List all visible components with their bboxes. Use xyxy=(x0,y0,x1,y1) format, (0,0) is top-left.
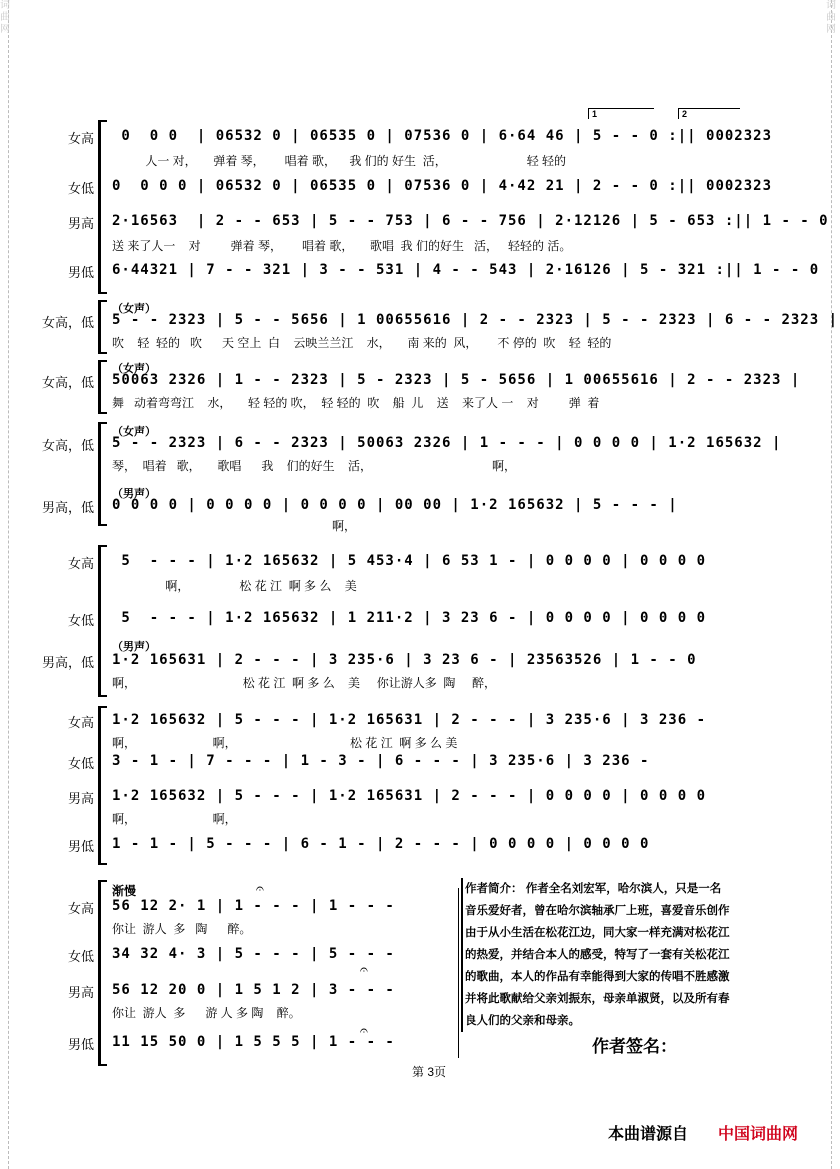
lyrics: 送 来了人一 对 弹着 琴， 唱着 歌， 歌唱 我 们的好生 活， 轻轻的 活。 xyxy=(112,239,572,253)
bio-line: 音乐爱好者，曾在哈尔滨轴承厂上班，喜爱音乐创作 xyxy=(465,905,730,917)
staff-row xyxy=(0,128,840,168)
staff-row xyxy=(0,788,840,826)
staff-row xyxy=(0,553,840,593)
voice-label: 女高 xyxy=(67,556,94,571)
notes: 1·2 165632 | 5 - - - | 1·2 165631 | 2 - - - | 3 235·6 | 3 236 - xyxy=(112,712,707,728)
volta-second: 2 xyxy=(678,108,740,119)
bio-line: 的热爱，并结合本人的感受，特写了一套有关松花江 xyxy=(465,949,730,961)
voice-note: （男声） xyxy=(112,641,156,653)
volta-first: 1 xyxy=(588,108,654,119)
notes: 34 32 4· 3 | 5 - - - | 5 - - - xyxy=(112,946,395,962)
notes: 5 - - - | 1·2 165632 | 5 453·4 | 6 53 1 - | 0 0 0 0 | 0 0 0 0 xyxy=(112,553,707,569)
notes: 0 0 0 0 | 0 0 0 0 | 0 0 0 0 | 00 00 | 1·2 165632 | 5 - - - | xyxy=(112,497,678,513)
watermark-text: 词曲网 xyxy=(826,0,836,35)
bio-line: 并将此歌献给父亲刘振东，母亲单淑贤，以及所有春 xyxy=(465,993,730,1005)
staff-row xyxy=(0,836,840,866)
lyrics: 啊， 啊， 松 花 江 啊 多 么 美 xyxy=(112,736,458,750)
voice-label: 女高，低 xyxy=(41,315,94,330)
lyrics: 你让 游人 多 游 人 多 陶 醉。 xyxy=(112,1006,301,1020)
bio-line: 的歌曲，本人的作品有幸能得到大家的传唱不胜感激 xyxy=(465,971,730,983)
notes: 5 - - 2323 | 5 - - 5656 | 1 00655616 | 2 - - 2323 | 5 - - 2323 | 6 - - 2323 | xyxy=(112,312,839,328)
staff-row xyxy=(0,178,840,208)
notes: 2·16563 | 2 - - 653 | 5 - - 753 | 6 - - 756 | 2·12126 | 5 - 653 :|| 1 - - 0 xyxy=(112,213,829,229)
lyrics: 琴， 唱着 歌， 歌唱 我 们的好生 活， 啊， xyxy=(112,459,517,473)
staff-row xyxy=(0,610,840,640)
notes: 11 15 50 0 | 1 5 5 5 | 1 - - - xyxy=(112,1034,395,1050)
bio-divider xyxy=(461,878,463,1032)
voice-label: 女低 xyxy=(67,181,94,196)
fermata-icon: 𝄐 xyxy=(360,961,368,977)
staff-row xyxy=(0,1034,840,1064)
fermata-icon: 𝄐 xyxy=(256,880,264,896)
voice-label: 女低 xyxy=(67,949,94,964)
notes: 1·2 165632 | 5 - - - | 1·2 165631 | 2 - - - | 0 0 0 0 | 0 0 0 0 xyxy=(112,788,707,804)
lyrics: 舞 动着弯弯江 水， 轻 轻的 吹， 轻 轻的 吹 船 儿 送 来了人 一 对 弹 着 xyxy=(112,396,600,410)
page-number: 第 3页 xyxy=(412,1065,447,1079)
voice-label: 男高 xyxy=(67,216,94,231)
lyrics: 啊， 啊， xyxy=(112,812,237,826)
bio-line: 作者简介： 作者全名刘宏军，哈尔滨人，只是一名 xyxy=(465,883,722,895)
tempo-mark: 渐慢 xyxy=(112,884,137,898)
fermata-icon: 𝄐 xyxy=(360,1022,368,1038)
lyrics: 人一 对， 弹着 琴， 唱着 歌， 我 们的 好生 活， 轻 轻的 xyxy=(112,154,567,168)
bio-line: 由于从小生活在松花江边，同大家一样充满对松花江 xyxy=(465,927,730,939)
lyrics: 啊， xyxy=(112,519,357,533)
voice-label: 男低 xyxy=(67,839,94,854)
author-bio xyxy=(465,878,765,1032)
voice-label: 女高 xyxy=(67,715,94,730)
notes: 1 - 1 - | 5 - - - | 6 - 1 - | 2 - - - | 0 0 0 0 | 0 0 0 0 xyxy=(112,836,650,852)
notes: 5 - - 2323 | 6 - - 2323 | 50063 2326 | 1 - - - | 0 0 0 0 | 1·2 165632 | xyxy=(112,435,782,451)
watermark-right xyxy=(826,0,840,60)
voice-label: 男高 xyxy=(67,791,94,806)
voice-label: 女低 xyxy=(67,756,94,771)
notes: 50063 2326 | 1 - - 2323 | 5 - 2323 | 5 - 5656 | 1 00655616 | 2 - - 2323 | xyxy=(112,372,801,388)
watermark-text: 词曲网 xyxy=(0,0,10,35)
watermark-left xyxy=(0,0,14,60)
staff-row xyxy=(0,262,840,292)
staff-row xyxy=(0,213,840,253)
staff-row xyxy=(0,753,840,783)
notes: 0 0 0 0 | 06532 0 | 06535 0 | 07536 0 | 4·42 21 | 2 - - 0 :|| 0002323 xyxy=(112,178,773,194)
notes: 5 - - - | 1·2 165632 | 1 211·2 | 3 23 6 - | 0 0 0 0 | 0 0 0 0 xyxy=(112,610,707,626)
notes: 3 - 1 - | 7 - - - | 1 - 3 - | 6 - - - | 3 235·6 | 3 236 - xyxy=(112,753,650,769)
notes: 56 12 20 0 | 1 5 1 2 | 3 - - - xyxy=(112,982,395,998)
staff-row xyxy=(0,641,840,690)
voice-label: 女高 xyxy=(67,131,94,146)
lyrics: 吹 轻 轻的 吹 天 空上 白 云映兰兰江 水， 南 来的 风， 不 停的 吹 轻 轻的 xyxy=(112,336,612,350)
voice-label: 女高，低 xyxy=(41,438,94,453)
lyrics: 啊， 松 花 江 啊 多 么 美 xyxy=(112,579,357,593)
voice-label: 男高，低 xyxy=(41,655,94,670)
voice-label: 男高，低 xyxy=(41,500,94,515)
bio-line: 良人们的父亲和母亲。 xyxy=(465,1015,580,1027)
author-signature-label: 作者签名： xyxy=(592,1037,677,1056)
voice-label: 男高 xyxy=(67,985,94,1000)
voice-note: （男声） xyxy=(112,488,156,500)
voice-label: 女高 xyxy=(67,901,94,916)
staff-row xyxy=(0,488,840,533)
notes: 6·44321 | 7 - - 321 | 3 - - 531 | 4 - - 543 | 2·16126 | 5 - 321 :|| 1 - - 0 xyxy=(112,262,820,278)
notes: 0 0 0 | 06532 0 | 06535 0 | 07536 0 | 6·64 46 | 5 - - 0 :|| 0002323 xyxy=(112,128,773,144)
lyrics: 啊， 松 花 江 啊 多 么 美 你让游人多 陶 醉， xyxy=(112,676,497,690)
voice-note: （女声） xyxy=(112,303,156,315)
staff-row xyxy=(0,426,840,473)
voice-note: （女声） xyxy=(112,426,156,438)
staff-row xyxy=(0,363,840,410)
voice-label: 女低 xyxy=(67,613,94,628)
voice-label: 男低 xyxy=(67,265,94,280)
staff-row xyxy=(0,712,840,750)
voice-label: 男低 xyxy=(67,1037,94,1052)
staff-row xyxy=(0,303,840,350)
lyrics: 你让 游人 多 陶 醉。 xyxy=(112,922,252,936)
voice-label: 女高，低 xyxy=(41,375,94,390)
footer-source: 本曲谱源自 xyxy=(608,1126,689,1143)
footer-brand-link[interactable]: 中国词曲网 xyxy=(718,1126,799,1143)
voice-note: （女声） xyxy=(112,363,156,375)
notes: 1·2 165631 | 2 - - - | 3 235·6 | 3 23 6 - | 23563526 | 1 - - 0 xyxy=(112,652,697,668)
notes: 56 12 2· 1 | 1 - - - | 1 - - - xyxy=(112,898,395,914)
